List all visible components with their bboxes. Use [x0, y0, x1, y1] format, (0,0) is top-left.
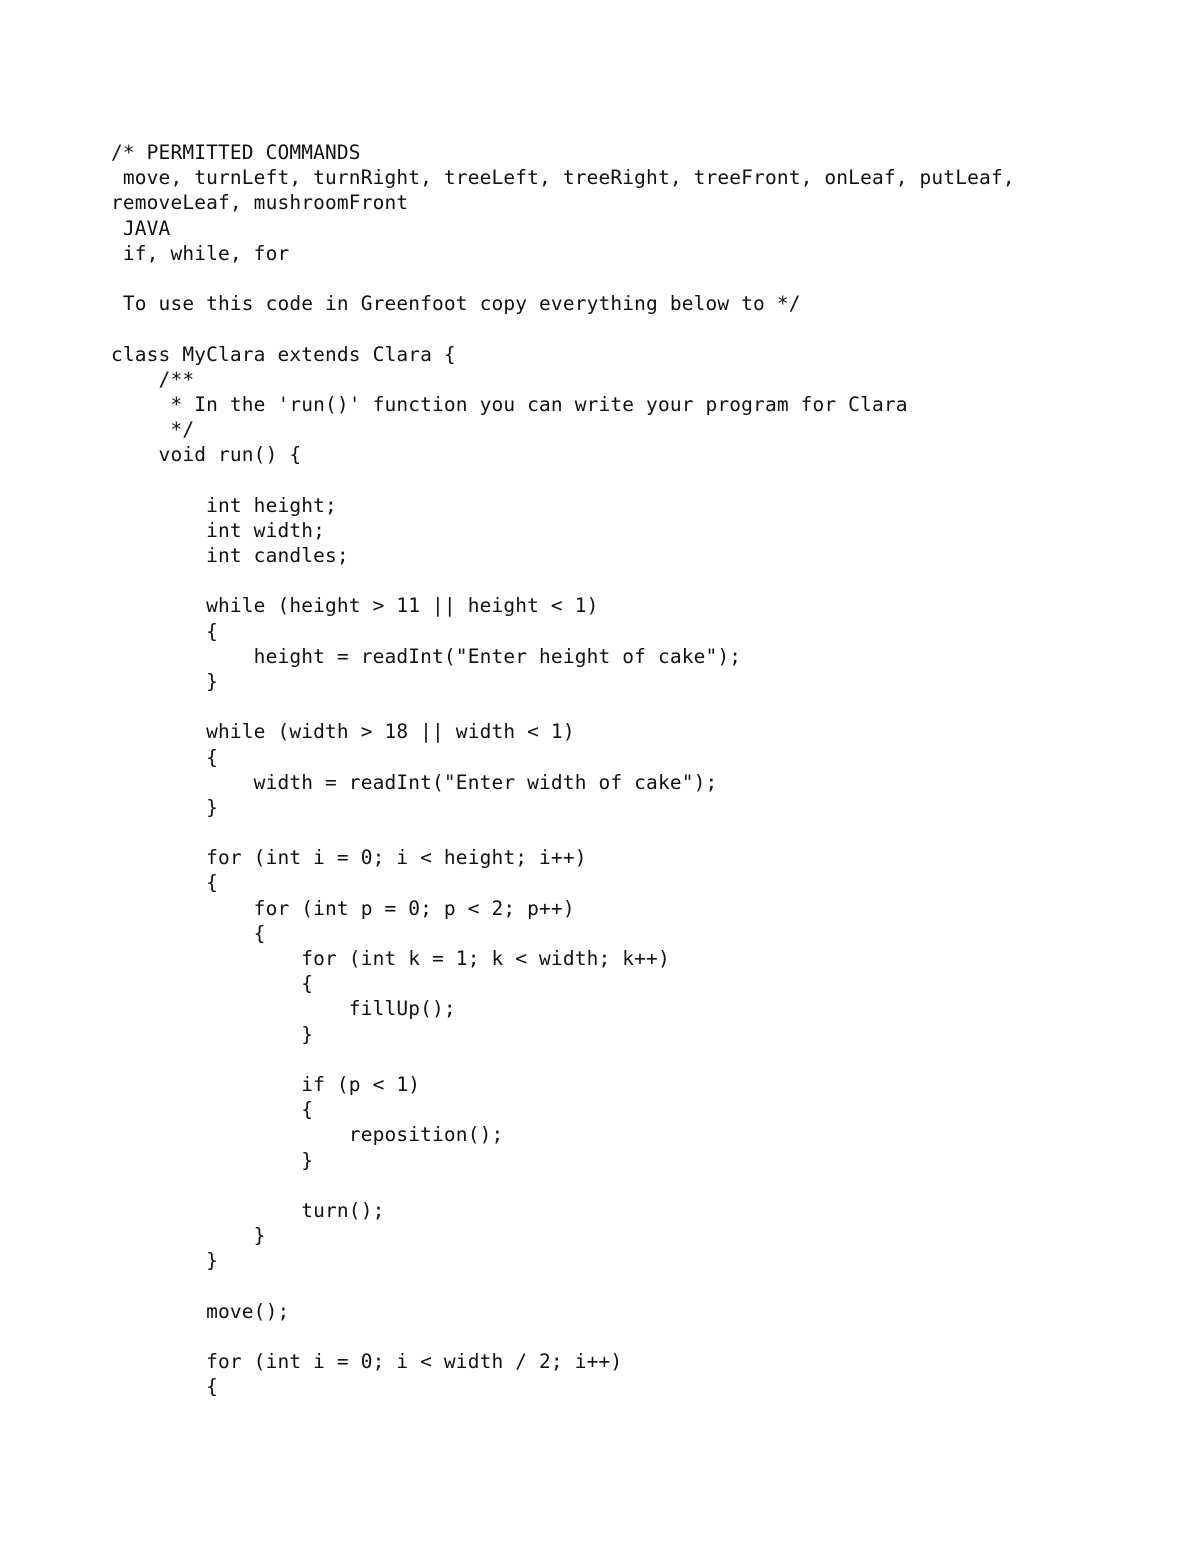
code-line-11: * In the 'run()' function you can write your program for Clara [111, 392, 908, 416]
code-line-12: */ [111, 418, 195, 442]
code-line-49: for (int i = 0; i < width / 2; i++) [111, 1350, 623, 1373]
code-line-26: width = readInt("Enter width of cake"); [111, 770, 718, 794]
code-line-38: if (p < 1) [111, 1072, 421, 1096]
code-line-48 [111, 1324, 1151, 1349]
code-line-2: move, turnLeft, turnRight, treeLeft, treeRight, treeFront, onLeaf, putLeaf, [111, 166, 1015, 190]
code-line-7: To use this code in Greenfoot copy everything below to */ [111, 292, 801, 316]
code-line-5: if, while, for [111, 241, 290, 265]
code-line-40: reposition(); [111, 1123, 504, 1147]
code-line-17: int candles; [111, 544, 349, 567]
code-line-16: int width; [111, 518, 326, 542]
code-line-20: { [111, 619, 219, 643]
code-line-29: for (int i = 0; i < height; i++) [111, 846, 587, 870]
code-line-14 [111, 467, 1151, 492]
code-line-41: } [111, 1148, 314, 1172]
code-line-35: fillUp(); [111, 997, 456, 1021]
code-line-36: } [111, 1022, 314, 1046]
code-line-8 [111, 316, 1151, 341]
code-line-31: for (int p = 0; p < 2; p++) [111, 896, 575, 920]
code-line-33: for (int k = 1; k < width; k++) [111, 947, 670, 970]
code-line-27: } [111, 795, 219, 819]
code-line-37 [111, 1047, 1151, 1072]
code-line-46 [111, 1273, 1151, 1298]
code-line-4: JAVA [111, 216, 171, 240]
code-line-23 [111, 694, 1151, 719]
code-line-10: /** [111, 367, 195, 391]
code-line-25: { [111, 745, 219, 769]
code-line-47: move(); [111, 1299, 290, 1323]
code-line-18 [111, 568, 1151, 593]
code-line-13: void run() { [111, 443, 302, 467]
code-line-32: { [111, 921, 266, 945]
code-line-21: height = readInt("Enter height of cake"); [111, 644, 742, 668]
code-line-43: turn(); [111, 1198, 385, 1222]
code-line-34: { [111, 972, 314, 996]
code-line-3: removeLeaf, mushroomFront [111, 191, 409, 215]
code-line-39: { [111, 1098, 314, 1122]
code-line-50: { [111, 1375, 219, 1399]
code-line-6 [111, 266, 1151, 291]
code-line-24: while (width > 18 || width < 1) [111, 720, 575, 744]
code-line-22: } [111, 669, 219, 693]
code-line-15: int height; [111, 493, 337, 517]
code-line-28 [111, 820, 1151, 845]
code-line-19: while (height > 11 || height < 1) [111, 594, 599, 618]
code-line-1: /* PERMITTED COMMANDS [111, 141, 361, 164]
code-line-9: class MyClara extends Clara { [111, 342, 456, 366]
code-line-30: { [111, 871, 219, 895]
code-line-45: } [111, 1249, 219, 1273]
code-listing [111, 140, 1151, 1399]
code-line-42 [111, 1173, 1151, 1198]
code-line-44: } [111, 1224, 266, 1248]
